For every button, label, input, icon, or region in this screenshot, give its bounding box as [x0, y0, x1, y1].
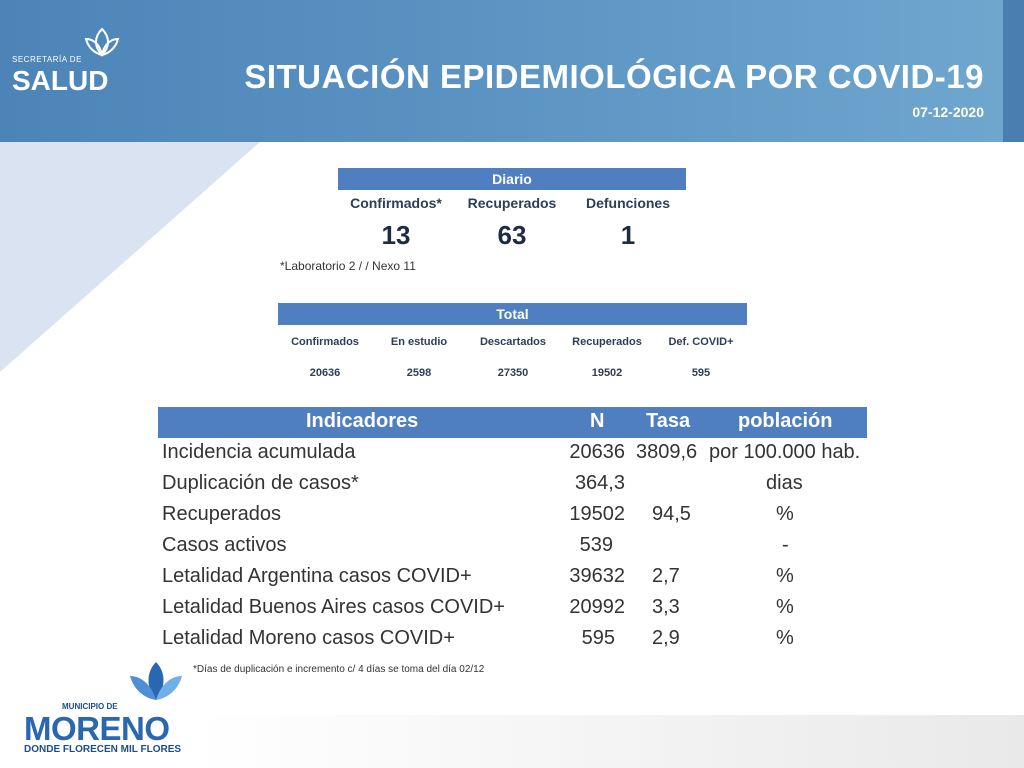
indicadores-header-label: Indicadores: [306, 410, 419, 432]
diario-value-confirmados: 13: [381, 220, 411, 250]
diario-note: *Laboratorio 2 / / Nexo 11: [280, 259, 416, 273]
table-row: [158, 470, 867, 501]
salud-logo-big: SALUD: [12, 65, 109, 96]
row-n: 20636: [569, 441, 625, 463]
row-n: 20992: [569, 596, 625, 618]
row-tasa: 2,9: [652, 627, 680, 649]
salud-logo-small: SECRETARÍA DE: [12, 55, 82, 64]
total-label-en-estudio: En estudio: [390, 336, 448, 348]
row-label: Letalidad Moreno casos COVID+: [162, 627, 455, 649]
row-label: Recuperados: [162, 503, 281, 525]
indicadores-header-tasa: Tasa: [646, 410, 691, 432]
diario-label-confirmados: Confirmados*: [350, 195, 442, 211]
total-header: [278, 303, 747, 325]
flower-icon: [128, 660, 184, 708]
row-poblacion: %: [776, 503, 794, 525]
row-tasa: 3809,6: [636, 441, 698, 463]
row-poblacion: -: [782, 534, 789, 556]
lotus-icon: [82, 25, 122, 61]
row-label: Casos activos: [162, 534, 287, 556]
total-value-recuperados: 19502: [591, 367, 623, 379]
table-row: [158, 501, 867, 532]
indicadores-footnote: *Días de duplicación e incremento c/ 4 días se toma del día 02/12: [193, 664, 485, 675]
table-row: [158, 625, 867, 656]
indicadores-header: [158, 407, 867, 438]
total-value-en-estudio: 2598: [406, 367, 432, 379]
page-title: SITUACIÓN EPIDEMIOLÓGICA POR COVID-19: [244, 58, 984, 95]
total-label-recuperados: Recuperados: [572, 336, 642, 348]
table-row: [158, 532, 867, 563]
row-poblacion: dias: [766, 472, 803, 494]
diario-value-defunciones: 1: [620, 220, 636, 250]
table-row: [158, 563, 867, 594]
row-label: Letalidad Buenos Aires casos COVID+: [162, 596, 505, 618]
row-poblacion: por 100.000 hab.: [709, 441, 861, 463]
table-row: [158, 439, 867, 470]
moreno-logo-big: MORENO: [24, 710, 170, 747]
salud-logo: [12, 25, 132, 97]
row-poblacion: %: [776, 565, 794, 587]
row-tasa: 2,7: [652, 565, 680, 587]
row-n: 595: [581, 627, 615, 649]
diario-header: [338, 168, 686, 190]
row-tasa: 3,3: [652, 596, 680, 618]
total-label-def-covid: Def. COVID+: [668, 336, 734, 348]
diario-label-defunciones: Defunciones: [585, 195, 670, 211]
header-stripe: [1003, 0, 1024, 142]
total-label-confirmados: Confirmados: [291, 336, 359, 348]
bottom-band: [196, 715, 1024, 768]
row-n: 39632: [569, 565, 625, 587]
diario-value-recuperados: 63: [497, 220, 527, 250]
header-banner: [0, 0, 1024, 142]
table-row: [158, 594, 867, 625]
decorative-triangle: [0, 142, 260, 372]
row-label: Duplicación de casos*: [162, 472, 359, 494]
row-tasa: 94,5: [652, 503, 691, 525]
row-label: Incidencia acumulada: [162, 441, 356, 463]
total-title: Total: [496, 306, 529, 322]
row-label: Letalidad Argentina casos COVID+: [162, 565, 472, 587]
row-poblacion: %: [776, 627, 794, 649]
total-label-descartados: Descartados: [479, 336, 547, 348]
total-value-descartados: 27350: [497, 367, 529, 379]
row-n: 364,3: [574, 472, 625, 494]
diario-title: Diario: [492, 171, 532, 187]
total-value-def-covid: 595: [691, 367, 711, 379]
row-n: 19502: [569, 503, 625, 525]
indicadores-header-poblacion: población: [738, 410, 833, 432]
diario-label-recuperados: Recuperados: [467, 195, 557, 211]
moreno-logo-tagline: DONDE FLORECEN MIL FLORES: [24, 744, 182, 755]
indicadores-header-n: N: [590, 410, 605, 432]
row-n: 539: [579, 534, 613, 556]
row-poblacion: %: [776, 596, 794, 618]
report-date: 07-12-2020: [912, 104, 984, 120]
moreno-logo-small: MUNICIPIO DE: [62, 702, 118, 711]
moreno-logo: [20, 660, 180, 760]
total-value-confirmados: 20636: [309, 367, 341, 379]
